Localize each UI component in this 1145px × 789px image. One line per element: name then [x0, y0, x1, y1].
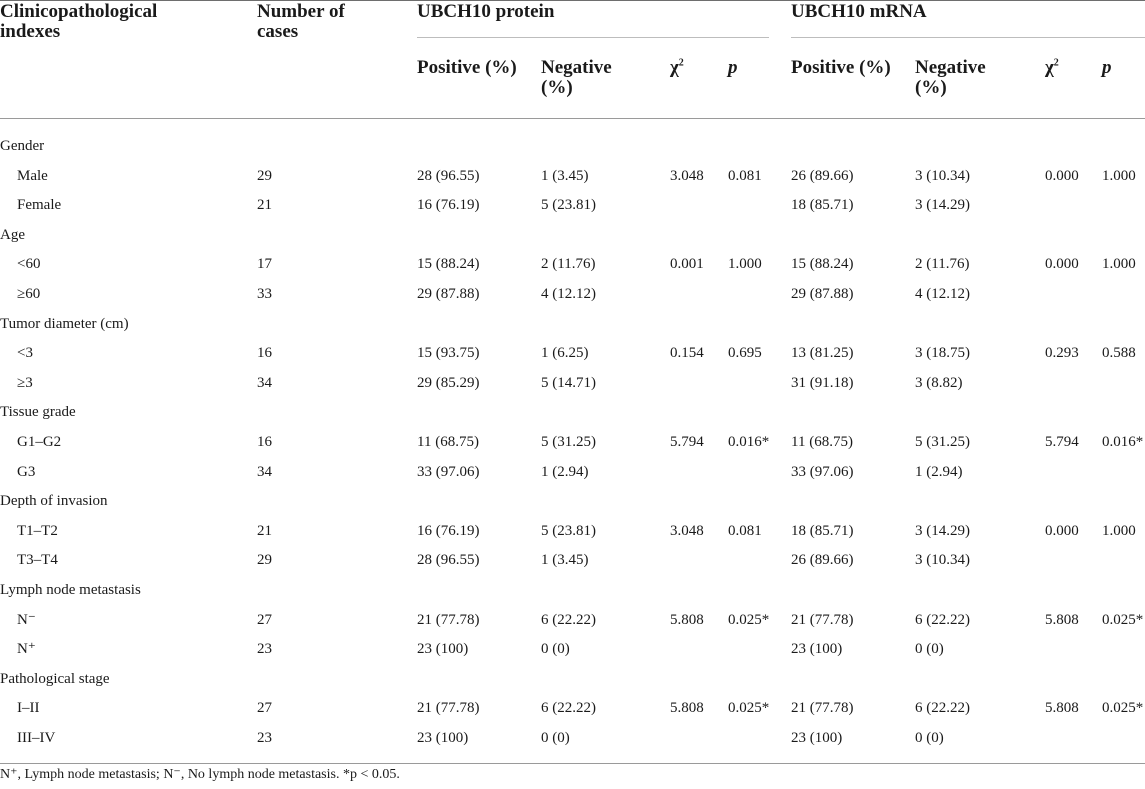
cell-cases: 23 — [257, 730, 272, 746]
cell-mrna-chi2: 0.000 — [1045, 256, 1079, 272]
top-rule — [0, 0, 1145, 1]
cell-cases: 29 — [257, 552, 272, 568]
cell-mrna-p: 0.025* — [1102, 700, 1144, 716]
row-label: N⁺ — [17, 641, 36, 657]
group-label: Lymph node metastasis — [0, 582, 141, 598]
row-label: I–II — [17, 700, 40, 716]
bottom-rule — [0, 763, 1145, 764]
cell-mrna-negative: 5 (31.25) — [915, 434, 970, 450]
cell-protein-chi2: 0.154 — [670, 345, 704, 361]
cell-protein-positive: 15 (88.24) — [417, 256, 480, 272]
header-index: Clinicopathological indexes — [0, 1, 158, 42]
cell-mrna-positive: 26 (89.66) — [791, 552, 854, 568]
cell-mrna-positive: 23 (100) — [791, 641, 843, 657]
cell-mrna-negative: 2 (11.76) — [915, 256, 970, 272]
cell-protein-positive: 23 (100) — [417, 641, 469, 657]
cell-mrna-chi2: 0.293 — [1045, 345, 1079, 361]
cell-mrna-positive: 33 (97.06) — [791, 464, 854, 480]
cell-cases: 33 — [257, 286, 272, 302]
cell-mrna-p: 0.016* — [1102, 434, 1144, 450]
cell-mrna-positive: 31 (91.18) — [791, 375, 854, 391]
header-mrna-chi2-base: χ — [1045, 57, 1054, 78]
header-protein-chi2-base: χ — [670, 57, 679, 78]
cell-mrna-negative: 1 (2.94) — [915, 464, 963, 480]
cell-mrna-p: 1.000 — [1102, 523, 1136, 539]
cell-mrna-negative: 0 (0) — [915, 730, 944, 746]
cell-protein-negative: 5 (23.81) — [541, 523, 596, 539]
cell-mrna-positive: 29 (87.88) — [791, 286, 854, 302]
cell-protein-p: 0.081 — [728, 523, 762, 539]
cell-mrna-negative: 3 (8.82) — [915, 375, 963, 391]
cell-mrna-negative: 3 (10.34) — [915, 168, 970, 184]
cell-protein-positive: 16 (76.19) — [417, 197, 480, 213]
row-label: Female — [17, 197, 62, 213]
cell-protein-p: 0.081 — [728, 168, 762, 184]
cell-protein-negative: 5 (14.71) — [541, 375, 596, 391]
cell-cases: 27 — [257, 612, 272, 628]
cell-mrna-negative: 0 (0) — [915, 641, 944, 657]
cell-mrna-chi2: 0.000 — [1045, 523, 1079, 539]
cell-protein-negative: 1 (3.45) — [541, 552, 589, 568]
header-protein-group: UBCH10 protein — [417, 1, 555, 22]
header-mrna-chi2 — [1045, 58, 1059, 78]
cell-protein-negative: 6 (22.22) — [541, 700, 596, 716]
cell-protein-positive: 21 (77.78) — [417, 612, 480, 628]
header-mrna-negative: Negative (%) — [915, 57, 986, 98]
header-protein-negative: Negative (%) — [541, 57, 612, 98]
cell-cases: 21 — [257, 523, 272, 539]
cell-protein-p: 0.695 — [728, 345, 762, 361]
cell-cases: 23 — [257, 641, 272, 657]
cell-protein-chi2: 5.794 — [670, 434, 704, 450]
row-label: Male — [17, 168, 48, 184]
group-label: Depth of invasion — [0, 493, 108, 509]
row-label: III–IV — [17, 730, 56, 746]
cell-mrna-p: 1.000 — [1102, 168, 1136, 184]
cell-cases: 16 — [257, 345, 272, 361]
row-label: ≥60 — [17, 286, 41, 302]
cell-mrna-negative: 4 (12.12) — [915, 286, 970, 302]
protein-group-rule — [417, 37, 769, 38]
cell-mrna-negative: 3 (10.34) — [915, 552, 970, 568]
cell-cases: 34 — [257, 464, 272, 480]
row-label: T3–T4 — [17, 552, 58, 568]
cell-protein-negative: 1 (2.94) — [541, 464, 589, 480]
cell-protein-negative: 2 (11.76) — [541, 256, 596, 272]
cell-mrna-negative: 3 (14.29) — [915, 197, 970, 213]
cell-mrna-negative: 3 (18.75) — [915, 345, 970, 361]
header-protein-chi2 — [670, 58, 684, 78]
cell-protein-negative: 4 (12.12) — [541, 286, 596, 302]
group-label: Pathological stage — [0, 671, 110, 687]
cell-protein-positive: 15 (93.75) — [417, 345, 480, 361]
cell-protein-positive: 21 (77.78) — [417, 700, 480, 716]
cell-mrna-chi2: 0.000 — [1045, 168, 1079, 184]
cell-protein-positive: 33 (97.06) — [417, 464, 480, 480]
header-mrna-positive: Positive (%) — [791, 57, 891, 78]
cell-mrna-positive: 18 (85.71) — [791, 523, 854, 539]
cell-mrna-negative: 6 (22.22) — [915, 612, 970, 628]
cell-protein-p: 0.016* — [728, 434, 770, 450]
header-mrna-group: UBCH10 mRNA — [791, 1, 927, 22]
cell-protein-negative: 1 (3.45) — [541, 168, 589, 184]
header-protein-p: p — [728, 57, 738, 78]
cell-protein-negative: 6 (22.22) — [541, 612, 596, 628]
group-label: Tissue grade — [0, 404, 76, 420]
row-label: G1–G2 — [17, 434, 62, 450]
cell-protein-p: 0.025* — [728, 612, 770, 628]
cell-protein-chi2: 5.808 — [670, 700, 704, 716]
header-mrna-p: p — [1102, 57, 1112, 78]
row-label: <3 — [17, 345, 33, 361]
table-footnote: N⁺, Lymph node metastasis; N⁻, No lymph node metastasis. *p < 0.05. — [0, 767, 400, 782]
cell-cases: 29 — [257, 168, 272, 184]
group-label: Gender — [0, 138, 45, 154]
cell-cases: 27 — [257, 700, 272, 716]
group-label: Age — [0, 227, 25, 243]
cell-protein-chi2: 3.048 — [670, 168, 704, 184]
cell-protein-negative: 5 (23.81) — [541, 197, 596, 213]
cell-protein-positive: 16 (76.19) — [417, 523, 480, 539]
cell-mrna-p: 1.000 — [1102, 256, 1136, 272]
cell-mrna-chi2: 5.808 — [1045, 612, 1079, 628]
cell-mrna-positive: 18 (85.71) — [791, 197, 854, 213]
cell-mrna-p: 0.588 — [1102, 345, 1136, 361]
cell-cases: 34 — [257, 375, 272, 391]
header-mrna-chi2-sup: 2 — [1053, 57, 1059, 69]
cell-protein-positive: 28 (96.55) — [417, 168, 480, 184]
cell-mrna-positive: 13 (81.25) — [791, 345, 854, 361]
cell-protein-positive: 23 (100) — [417, 730, 469, 746]
header-cases: Number of cases — [257, 1, 345, 42]
row-label: <60 — [17, 256, 41, 272]
cell-mrna-negative: 3 (14.29) — [915, 523, 970, 539]
cell-mrna-positive: 21 (77.78) — [791, 612, 854, 628]
cell-protein-positive: 28 (96.55) — [417, 552, 480, 568]
mrna-group-rule — [791, 37, 1145, 38]
cell-mrna-positive: 26 (89.66) — [791, 168, 854, 184]
cell-protein-negative: 0 (0) — [541, 641, 570, 657]
cell-protein-chi2: 5.808 — [670, 612, 704, 628]
cell-protein-positive: 29 (85.29) — [417, 375, 480, 391]
cell-cases: 16 — [257, 434, 272, 450]
cell-mrna-positive: 21 (77.78) — [791, 700, 854, 716]
cell-protein-negative: 5 (31.25) — [541, 434, 596, 450]
header-protein-positive: Positive (%) — [417, 57, 517, 78]
header-rule — [0, 118, 1145, 119]
cell-mrna-p: 0.025* — [1102, 612, 1144, 628]
header-protein-chi2-sup: 2 — [678, 57, 684, 69]
cell-protein-p: 1.000 — [728, 256, 762, 272]
cell-mrna-chi2: 5.794 — [1045, 434, 1079, 450]
cell-mrna-positive: 15 (88.24) — [791, 256, 854, 272]
cell-mrna-positive: 23 (100) — [791, 730, 843, 746]
row-label: N⁻ — [17, 612, 36, 628]
cell-protein-p: 0.025* — [728, 700, 770, 716]
cell-protein-chi2: 0.001 — [670, 256, 704, 272]
cell-mrna-positive: 11 (68.75) — [791, 434, 853, 450]
row-label: ≥3 — [17, 375, 33, 391]
row-label: G3 — [17, 464, 36, 480]
cell-cases: 21 — [257, 197, 272, 213]
cell-protein-chi2: 3.048 — [670, 523, 704, 539]
cell-mrna-chi2: 5.808 — [1045, 700, 1079, 716]
cell-protein-positive: 11 (68.75) — [417, 434, 479, 450]
row-label: T1–T2 — [17, 523, 58, 539]
cell-protein-negative: 1 (6.25) — [541, 345, 589, 361]
group-label: Tumor diameter (cm) — [0, 316, 129, 332]
cell-protein-positive: 29 (87.88) — [417, 286, 480, 302]
cell-mrna-negative: 6 (22.22) — [915, 700, 970, 716]
cell-protein-negative: 0 (0) — [541, 730, 570, 746]
cell-cases: 17 — [257, 256, 272, 272]
